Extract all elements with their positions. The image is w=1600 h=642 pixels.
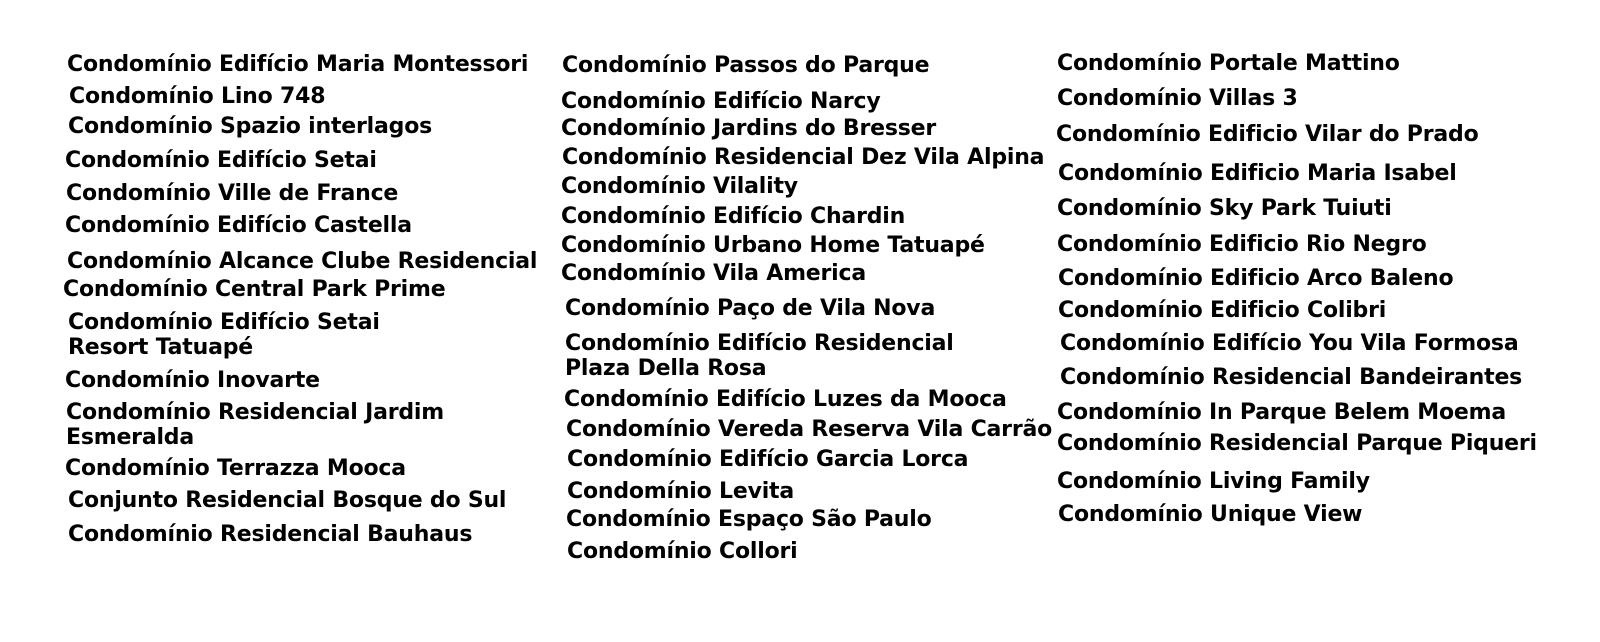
list-item — [566, 417, 1052, 442]
list-item — [561, 261, 866, 286]
list-item — [561, 89, 881, 114]
list-item — [1057, 469, 1370, 494]
list-item — [65, 456, 406, 481]
list-item — [1060, 331, 1518, 356]
list-item-line: Esmeralda — [66, 425, 194, 450]
list-item-line: Condomínio Edifício Chardin — [561, 204, 906, 229]
list-item — [561, 116, 936, 141]
list-item — [1057, 232, 1427, 257]
list-item — [1058, 502, 1362, 527]
list-item-line: Condomínio Unique View — [1058, 502, 1363, 527]
list-item-line: Condomínio Alcance Clube Residencial — [67, 249, 538, 274]
list-item — [66, 181, 398, 206]
list-item-line: Condomínio Portale Mattino — [1057, 51, 1400, 76]
list-item — [561, 204, 905, 229]
list-item-line: Condomínio Residencial Dez Vila Alpina — [562, 145, 1045, 170]
list-item — [68, 488, 506, 513]
list-item — [567, 539, 797, 564]
list-item-line: Condomínio Collori — [567, 539, 798, 564]
list-item — [68, 114, 432, 139]
list-item — [1057, 86, 1298, 111]
list-item-line: Condomínio Edificio Maria Isabel — [1058, 161, 1457, 186]
list-item-line: Condomínio Edificio Vilar do Prado — [1056, 122, 1479, 147]
list-item-line: Condomínio Terrazza Mooca — [65, 456, 406, 481]
list-item — [1057, 431, 1537, 456]
list-item-line: Conjunto Residencial Bosque do Sul — [68, 488, 507, 513]
list-item — [1060, 365, 1522, 390]
list-item-line: Condomínio Edifício Narcy — [561, 89, 881, 114]
list-item — [562, 53, 929, 78]
list-item-line: Condomínio Edifício Maria Montessori — [67, 52, 529, 77]
list-item-line: Condomínio Residencial Bandeirantes — [1060, 365, 1523, 390]
list-item-line: Plaza Della Rosa — [565, 356, 767, 381]
list-item-line: Condomínio Lino 748 — [69, 84, 326, 109]
list-item — [67, 52, 528, 77]
list-item-line: Condomínio Levita — [567, 479, 795, 504]
list-item — [1058, 298, 1386, 323]
list-item — [1058, 161, 1457, 186]
list-item-line: Condomínio Edifício You Vila Formosa — [1060, 331, 1519, 356]
list-item — [66, 400, 444, 450]
list-item-line: Condomínio Edifício Setai — [68, 310, 380, 335]
list-item — [1057, 196, 1392, 221]
list-item-line: Condomínio Ville de France — [66, 181, 399, 206]
list-item-line: Condomínio Spazio interlagos — [68, 114, 433, 139]
list-item-line: Condomínio Residencial Bauhaus — [68, 522, 473, 547]
list-item-line: Condomínio Edificio Arco Baleno — [1058, 266, 1454, 291]
list-item — [567, 479, 794, 504]
list-item — [561, 174, 798, 199]
list-item-line: Condomínio Edificio Colibri — [1058, 298, 1387, 323]
list-item — [562, 145, 1044, 170]
list-item — [566, 507, 932, 532]
list-item — [68, 310, 380, 360]
list-item-line: Condomínio Jardins do Bresser — [561, 116, 937, 141]
list-item — [561, 233, 985, 258]
list-item — [1057, 51, 1400, 76]
list-item-line: Condomínio Living Family — [1057, 469, 1370, 494]
list-item — [1057, 400, 1506, 425]
list-item — [69, 84, 325, 109]
list-item-line: Condomínio Central Park Prime — [63, 277, 446, 302]
list-item-line: Condomínio Edifício Castella — [65, 213, 412, 238]
list-item-line: Condomínio Edifício Luzes da Mooca — [564, 387, 1007, 412]
list-item — [65, 148, 377, 173]
list-item — [1058, 266, 1453, 291]
list-item-line: Condomínio Vereda Reserva Vila Carrão — [566, 417, 1053, 442]
list-item-line: Condomínio Villas 3 — [1057, 86, 1298, 111]
list-item-line: Condomínio Residencial Jardim — [66, 400, 444, 425]
list-item-line: Condomínio Urbano Home Tatuapé — [561, 233, 985, 258]
list-item — [68, 522, 472, 547]
list-item — [63, 277, 445, 302]
list-item — [67, 249, 537, 274]
list-item-line: Condomínio Espaço São Paulo — [566, 507, 932, 532]
list-item-line: Condomínio Passos do Parque — [562, 53, 930, 78]
list-item — [65, 213, 412, 238]
list-item-line: Condomínio Edifício Garcia Lorca — [567, 447, 969, 472]
list-item — [565, 331, 954, 381]
list-item-line: Condomínio Vila America — [561, 261, 867, 286]
list-item — [565, 296, 935, 321]
list-item — [564, 387, 1007, 412]
list-item-line: Condomínio Residencial Parque Piqueri — [1057, 431, 1537, 456]
list-item-line: Condomínio Edifício Residencial — [565, 331, 954, 356]
list-item-line: Condomínio Edifício Setai — [65, 148, 377, 173]
list-item — [65, 368, 320, 393]
list-item-line: Condomínio In Parque Belem Moema — [1057, 400, 1506, 425]
list-item-line: Condomínio Vilality — [561, 174, 798, 199]
list-item — [567, 447, 968, 472]
list-item — [1056, 122, 1479, 147]
list-item-line: Resort Tatuapé — [68, 335, 254, 360]
list-item-line: Condomínio Inovarte — [65, 368, 320, 393]
list-item-line: Condomínio Edificio Rio Negro — [1057, 232, 1427, 257]
list-item-line: Condomínio Sky Park Tuiuti — [1057, 196, 1392, 221]
list-item-line: Condomínio Paço de Vila Nova — [565, 296, 936, 321]
